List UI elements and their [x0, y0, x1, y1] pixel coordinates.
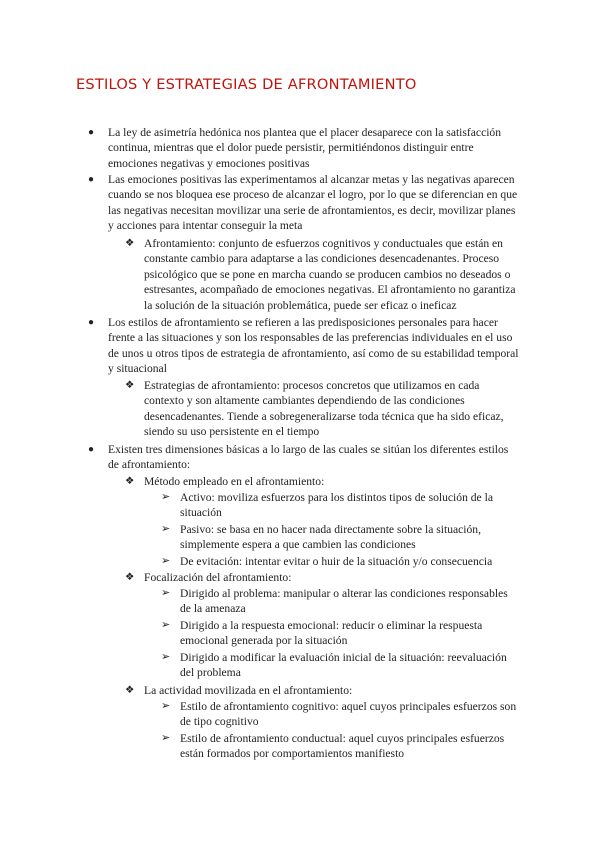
list-item-text: La ley de asimetría hedónica nos plantea que el placer desaparece con la satisfacción continua, mientras que el dolor puede persistir, permitiéndonos distinguir entre emociones negativas y emociones positivas	[108, 126, 502, 170]
list-item	[88, 172, 520, 234]
list-item-text: Dirigido a modificar la evaluación inicial de la situación: reevaluación del problema	[180, 651, 507, 680]
list-item	[125, 683, 520, 698]
list-item-text: Afrontamiento: conjunto de esfuerzos cognitivos y conductuales que están en constante cambio para adaptarse a las condiciones desencadenantes. Proceso psicológico que se pone en marcha cuando se producen cambios no deseados o estresantes, acompañado de emociones negativas. El afrontamiento no garantiza la solución de la situación problemática, puede ser eficaz o ineficaz	[144, 237, 516, 312]
list-item	[125, 474, 520, 489]
bullet-marker: ●	[88, 444, 95, 455]
list-item-text: Estilo de afrontamiento conductual: aquel cuyos principales esfuerzos están formados por comportamientos manifiesto	[180, 732, 505, 761]
list-item-text: Dirigido a la respuesta emocional: reducir o eliminar la respuesta emocional generada por la situación	[180, 619, 483, 648]
arrow-marker: ➢	[161, 619, 171, 631]
arrow-marker: ➢	[161, 555, 171, 567]
list-item-text: Las emociones positivas las experimentamos al alcanzar metas y las negativas aparecen cuando se nos bloquea ese proceso de alcanzar el logro, por lo que se diferencian en que las negativas necesitan movilizar una serie de afrontamientos, es decir, movilizar planes y acciones para intentar conseguir la meta	[108, 173, 518, 233]
list-item-text: Pasivo: se basa en no hacer nada directamente sobre la situación, simplemente espera a que cambien las condiciones	[180, 523, 482, 552]
list-item	[161, 731, 520, 762]
list-item	[161, 490, 520, 521]
arrow-marker: ➢	[161, 523, 171, 535]
list-item	[161, 554, 520, 569]
arrow-marker: ➢	[161, 732, 171, 744]
list-item	[161, 699, 520, 730]
bullet-marker: ●	[88, 174, 95, 185]
arrow-marker: ➢	[161, 700, 171, 712]
list-item	[125, 378, 520, 440]
diamond-marker: ❖	[125, 572, 135, 583]
list-item	[161, 650, 520, 681]
list-item-text: Focalización del afrontamiento:	[144, 571, 292, 584]
list-item-text: Existen tres dimensiones básicas a lo largo de las cuales se sitúan los diferentes estilos de afrontamiento:	[108, 443, 509, 472]
list-item-text: Dirigido al problema: manipular o alterar las condiciones responsables de la amenaza	[180, 587, 508, 616]
list-item-text: De evitación: intentar evitar o huir de la situación y/o consecuencia	[180, 555, 493, 568]
list-item-text: Método empleado en el afrontamiento:	[144, 475, 325, 488]
list-item	[161, 586, 520, 617]
list-item-text: Estilo de afrontamiento cognitivo: aquel cuyos principales esfuerzos son de tipo cognitivo	[180, 700, 517, 729]
list-item	[88, 315, 520, 377]
list-item-text: Estrategias de afrontamiento: procesos concretos que utilizamos en cada contexto y son altamente cambiantes dependiendo de las condiciones desencadenantes. Tiende a sobregeneralizarse toda técnica que ha sido eficaz, siendo su uso persistente en el tiempo	[144, 379, 504, 439]
diamond-marker: ❖	[125, 476, 135, 487]
arrow-marker: ➢	[161, 651, 171, 663]
bullet-marker: ●	[88, 127, 95, 138]
list-item-text: Los estilos de afrontamiento se refieren a las predisposiciones personales para hacer frente a las situaciones y son los responsables de las preferencias individuales en el uso de unos u otros tipos de estrategia de afrontamiento, así como de su estabilidad temporal y situacional	[108, 316, 519, 376]
list-item-text: La actividad movilizada en el afrontamiento:	[144, 684, 353, 697]
list-item-text: Activo: moviliza esfuerzos para los distintos tipos de solución de la situación	[180, 491, 493, 520]
diamond-marker: ❖	[125, 380, 135, 391]
page-title: ESTILOS Y ESTRATEGIAS DE AFRONTAMIENTO	[76, 76, 417, 93]
diamond-marker: ❖	[125, 238, 135, 249]
list-item	[88, 125, 520, 171]
list-item	[125, 570, 520, 585]
list-item	[125, 236, 520, 313]
arrow-marker: ➢	[161, 491, 171, 503]
list-item	[161, 618, 520, 649]
arrow-marker: ➢	[161, 587, 171, 599]
bullet-marker: ●	[88, 317, 95, 328]
list-item	[161, 522, 520, 553]
diamond-marker: ❖	[125, 685, 135, 696]
list-item	[88, 442, 520, 473]
